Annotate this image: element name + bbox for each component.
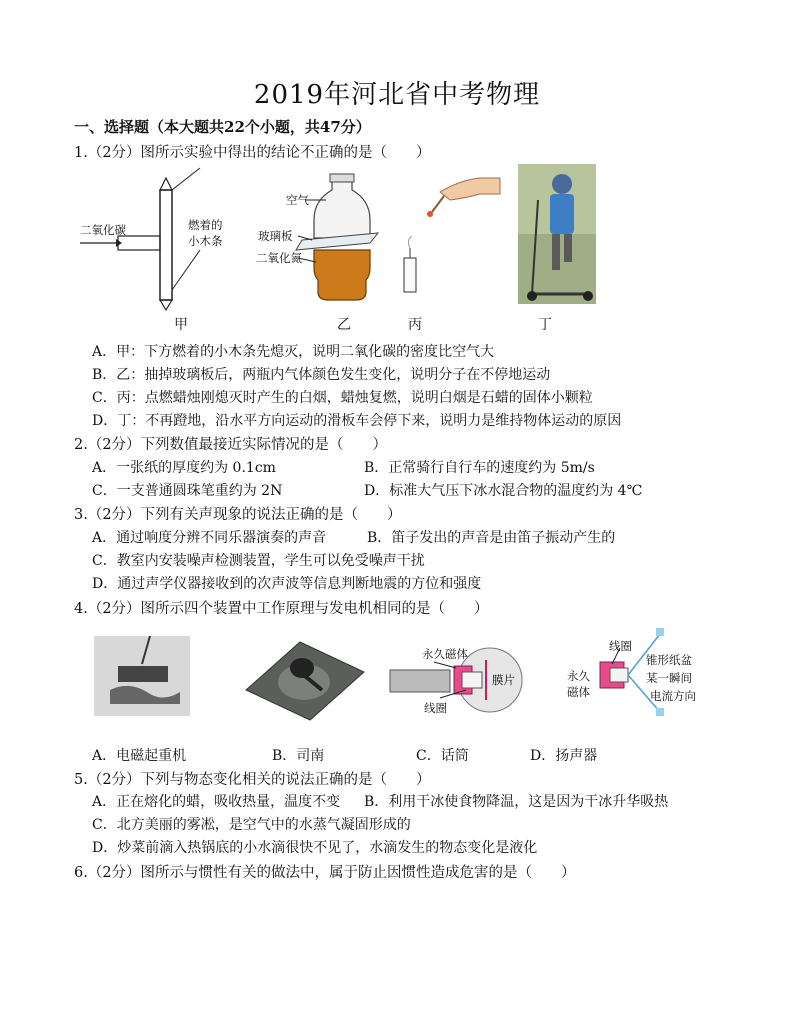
stick-label-1: 燃着的: [188, 218, 223, 232]
section-heading: 一、选择题（本大题共22个小题，共47分）: [74, 118, 371, 136]
q5-option-c: C．北方美丽的雾凇，是空气中的水蒸气凝固形成的: [92, 817, 411, 833]
page-title: 2019年河北省中考物理: [253, 80, 541, 110]
q2-option-d: D．标准大气压下冰水混合物的温度约为 4℃: [364, 483, 643, 499]
q3-option-d: D．通过声学仪器接收到的次声波等信息判断地震的方位和强度: [92, 576, 482, 592]
q4-option-c: C．话筒: [416, 748, 469, 764]
speaker-coil-label: 线圈: [609, 639, 632, 653]
q4-option-d: D．扬声器: [530, 748, 598, 764]
q2-option-b: B．正常骑行自行车的速度约为 5m/s: [364, 460, 595, 476]
q3-option-c: C．教室内安装噪声检测装置，学生可以免受噪声干扰: [92, 553, 425, 569]
q4-option-a: A．电磁起重机: [92, 748, 187, 764]
q5-option-a: A．正在熔化的蜡，吸收热量，温度不变: [92, 794, 341, 810]
question-2-stem: 2.（2分）下列数值最接近实际情况的是（ ）: [74, 437, 388, 453]
mic-coil-label: 线圈: [424, 701, 447, 715]
mic-diaphragm-label: 膜片: [492, 673, 515, 687]
speaker-current-label: 电流方向: [650, 689, 696, 703]
caption-jia: 甲: [174, 317, 188, 333]
caption-bing: 丙: [408, 317, 422, 333]
speaker-magnet-label-2: 磁体: [567, 685, 590, 699]
caption-ding: 丁: [538, 317, 552, 333]
question-3-stem: 3.（2分）下列有关声现象的说法正确的是（ ）: [74, 507, 402, 523]
speaker-moment-label: 某一瞬间: [646, 671, 692, 685]
q4-option-b: B．司南: [272, 748, 325, 764]
caption-yi: 乙: [337, 317, 351, 333]
q1-option-a: A．甲：下方燃着的小木条先熄灭，说明二氧化碳的密度比空气大: [92, 344, 495, 360]
speaker-drawing: [0, 0, 1, 1]
speaker-magnet-label-1: 永久: [567, 669, 590, 683]
q2-option-a: A．一张纸的厚度约为 0.1cm: [92, 460, 276, 476]
q1-option-c: C．丙：点燃蜡烛刚熄灭时产生的白烟，蜡烛复燃，说明白烟是石蜡的固体小颗粒: [92, 390, 593, 406]
stick-label-2: 小木条: [188, 234, 223, 248]
speaker-cone-label: 锥形纸盆: [646, 653, 692, 667]
question-5-stem: 5.（2分）下列与物态变化相关的说法正确的是（ ）: [74, 772, 431, 788]
glass-plate-label: 玻璃板: [258, 229, 293, 243]
q1-option-d: D．丁：不再蹬地，沿水平方向运动的滑板车会停下来，说明力是维持物体运动的原因: [92, 413, 622, 429]
q3-option-b: B．笛子发出的声音是由笛子振动产生的: [367, 530, 616, 546]
mic-magnet-label: 永久磁体: [422, 647, 468, 661]
question-4-stem: 4.（2分）图所示四个装置中工作原理与发电机相同的是（ ）: [74, 601, 489, 617]
q1-option-b: B．乙：抽掉玻璃板后，两瓶内气体颜色发生变化，说明分子在不停地运动: [92, 367, 551, 383]
no2-label: 二氧化氮: [256, 251, 302, 265]
air-label: 空气: [286, 193, 309, 207]
q5-option-d: D．炒菜前滴入热锅底的小水滴很快不见了，水滴发生的物态变化是液化: [92, 840, 538, 856]
q5-option-b: B．利用干冰使食物降温，这是因为干冰升华吸热: [364, 794, 669, 810]
question-1-stem: 1.（2分）图所示实验中得出的结论不正确的是（ ）: [74, 145, 431, 161]
question-6-stem: 6.（2分）图所示与惯性有关的做法中，属于防止因惯性造成危害的是（ ）: [74, 865, 576, 881]
q3-option-a: A．通过响度分辨不同乐器演奏的声音: [92, 530, 327, 546]
q2-option-c: C．一支普通圆珠笔重约为 2N: [92, 483, 283, 499]
co2-label: 二氧化碳: [80, 223, 126, 237]
